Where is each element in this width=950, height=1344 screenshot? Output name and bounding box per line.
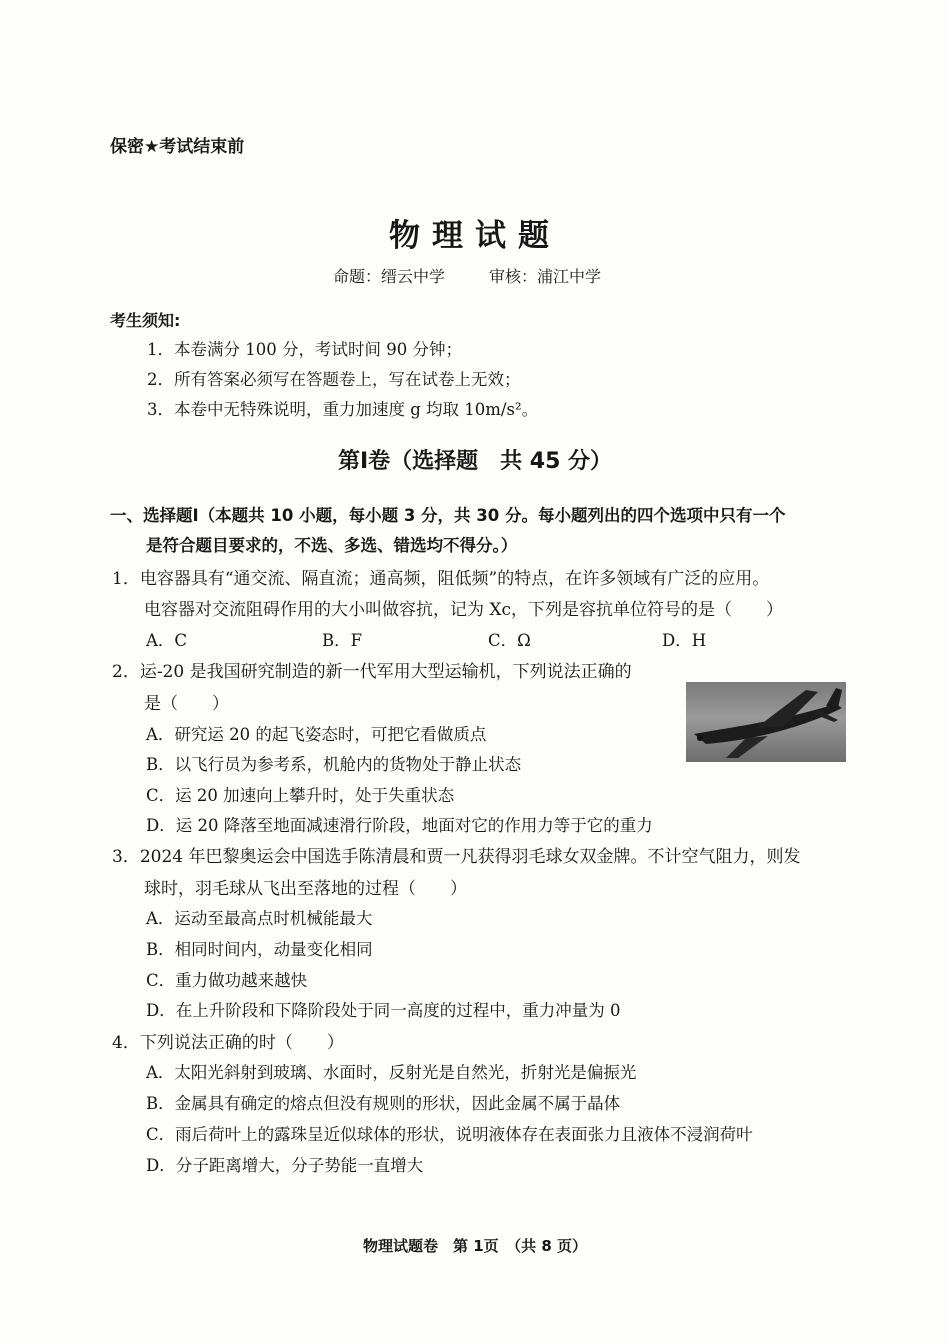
question-3-stem: 3．2024 年巴黎奥运会中国选手陈清晨和贾一凡获得羽毛球女双金牌。不计空气阻力，则发 [112, 847, 801, 867]
question-3-option: B．相同时间内，动量变化相同 [146, 940, 373, 959]
confidential-label: 保密★考试结束前 [110, 137, 245, 157]
question-4-option: D．分子距离增大，分子势能一直增大 [146, 1156, 424, 1175]
question-3-option: D．在上升阶段和下降阶段处于同一高度的过程中，重力冲量为 0 [146, 1001, 621, 1020]
authors-line [333, 264, 601, 287]
notice-heading: 考生须知: [110, 311, 181, 330]
question-2-stem: 2．运-20 是我国研究制造的新一代军用大型运输机，下列说法正确的 [112, 662, 632, 682]
question-4-stem: 4．下列说法正确的时（ ） [112, 1033, 344, 1053]
question-1-option: A．C [146, 631, 188, 650]
question-2-option: C．运 20 加速向上攀升时，处于失重状态 [146, 786, 455, 805]
question-3-option: C．重力做功越来越快 [146, 971, 308, 990]
question-1-option: D．H [662, 631, 707, 650]
question-2-option: D．运 20 降落至地面减速滑行阶段，地面对它的作用力等于它的重力 [146, 816, 653, 835]
section-title: 第Ⅰ卷（选择题 共 45 分） [337, 449, 613, 474]
question-1-stem: 1．电容器具有“通交流、隔直流；通高频，阻低频”的特点，在许多领域有广泛的应用。 [112, 569, 770, 589]
page-title: 物理试题 [389, 218, 561, 254]
question-4-option: A．太阳光斜射到玻璃、水面时，反射光是自然光，折射光是偏振光 [146, 1063, 637, 1082]
question-2-option: A．研究运 20 的起飞姿态时，可把它看做质点 [146, 725, 487, 744]
author-setter: 命题：缙云中学 [333, 267, 446, 286]
notice-item: 3．本卷中无特殊说明，重力加速度 g 均取 10m/s²。 [147, 400, 539, 419]
question-2-option: B．以飞行员为参考系，机舱内的货物处于静止状态 [146, 755, 522, 774]
notice-item: 1．本卷满分 100 分，考试时间 90 分钟； [147, 340, 462, 359]
question-1-option: C．Ω [488, 631, 531, 650]
instructions-line: 是符合题目要求的，不选、多选、错选均不得分。） [146, 536, 518, 555]
question-3-stem: 球时，羽毛球从飞出至落地的过程（ ） [144, 879, 467, 899]
plane-icon [686, 682, 846, 762]
instructions-line: 一、选择题Ⅰ（本题共 10 小题，每小题 3 分，共 30 分。每小题列出的四个选项中只有一个 [110, 506, 786, 525]
notice-item: 2．所有答案必须写在答题卷上，写在试卷上无效； [147, 370, 521, 389]
transport-plane-photo [686, 682, 846, 762]
author-reviewer: 审核：浦江中学 [489, 267, 602, 286]
question-4-option: C．雨后荷叶上的露珠呈近似球体的形状，说明液体存在表面张力且液体不浸润荷叶 [146, 1125, 753, 1144]
question-3-option: A．运动至最高点时机械能最大 [146, 909, 373, 928]
page-footer: 物理试题卷 第 1页 （共 8 页） [362, 1237, 588, 1255]
question-1-option: B．F [322, 631, 363, 650]
question-1-stem: 电容器对交流阻碍作用的大小叫做容抗，记为 Xc，下列是容抗单位符号的是（ ） [144, 600, 784, 620]
question-2-stem: 是（ ） [144, 694, 229, 714]
question-4-option: B．金属具有确定的熔点但没有规则的形状，因此金属不属于晶体 [146, 1094, 621, 1113]
